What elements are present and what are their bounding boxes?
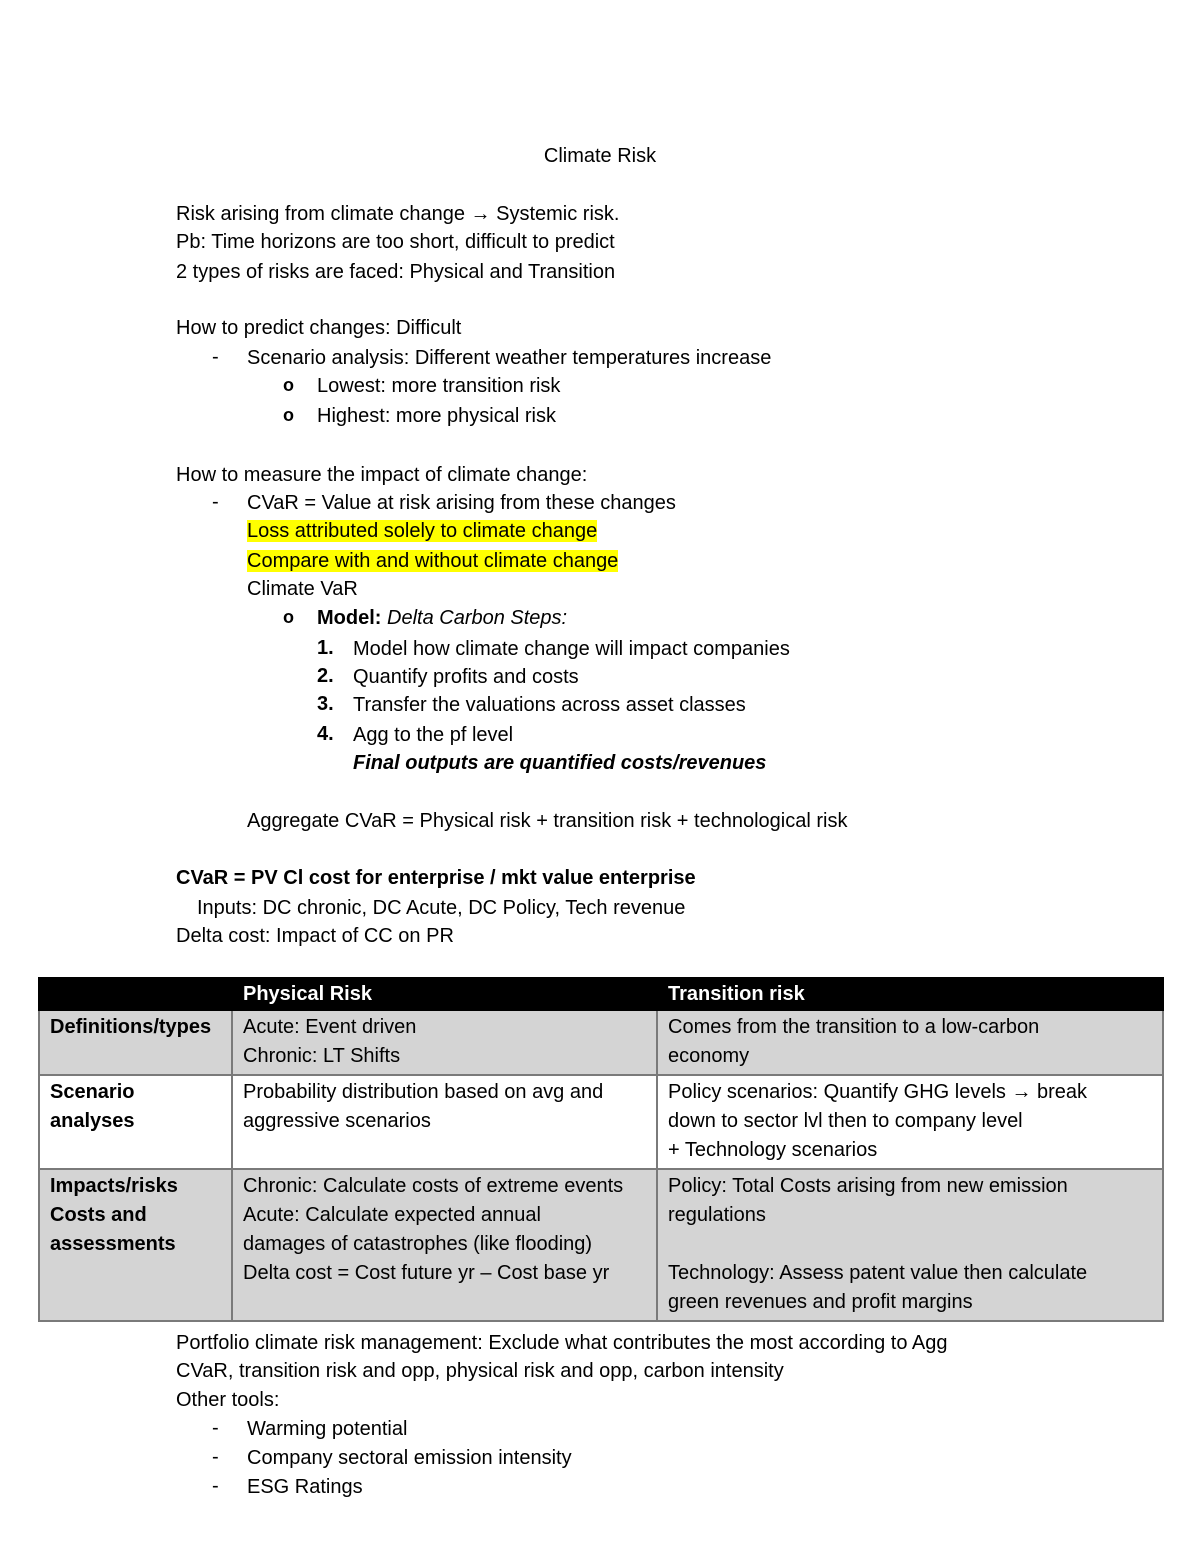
step-number: 1. xyxy=(317,637,334,659)
table-row xyxy=(39,1169,1163,1321)
risk-table xyxy=(38,977,1164,1322)
table-row xyxy=(39,1075,1163,1169)
model-label: Model: xyxy=(317,607,382,629)
header-transition: Transition risk xyxy=(657,978,1163,1010)
cvar-formula: CVaR = PV Cl cost for enterprise / mkt value enterprise xyxy=(176,867,696,889)
row-label: Definitions/types xyxy=(39,1010,232,1075)
measure-heading: How to measure the impact of climate change: xyxy=(176,464,588,486)
predict-lowest: Lowest: more transition risk xyxy=(317,375,561,397)
dash-bullet-icon: - xyxy=(212,346,219,368)
portfolio-line-2: CVaR, transition risk and opp, physical risk and opp, carbon intensity xyxy=(176,1360,784,1382)
dash-bullet-icon: - xyxy=(212,1475,219,1497)
row-label: Scenario analyses xyxy=(39,1075,232,1169)
highlight-loss: Loss attributed solely to climate change xyxy=(247,520,598,542)
aggregate-cvar: Aggregate CVaR = Physical risk + transition risk + technological risk xyxy=(247,810,848,832)
page-title: Climate Risk xyxy=(543,145,657,167)
row-label: Impacts/risks Costs and assessments xyxy=(39,1169,232,1321)
transition-cell: Policy scenarios: Quantify GHG levels → break down to sector lvl then to company level + Technology scenarios xyxy=(657,1075,1163,1169)
final-outputs: Final outputs are quantified costs/revenues xyxy=(353,752,767,774)
header-physical: Physical Risk xyxy=(232,978,657,1010)
dash-bullet-icon: - xyxy=(212,1446,219,1468)
table-row xyxy=(39,1010,1163,1075)
intro-line-1: Risk arising from climate change → Systemic risk. xyxy=(176,203,620,225)
intro-line-3: 2 types of risks are faced: Physical and Transition xyxy=(176,261,616,283)
tool-warming: Warming potential xyxy=(247,1418,408,1440)
dash-bullet-icon: - xyxy=(212,1417,219,1439)
step-1: Model how climate change will impact companies xyxy=(353,638,790,660)
physical-cell: Acute: Event driven Chronic: LT Shifts xyxy=(232,1010,657,1075)
predict-scenario: Scenario analysis: Different weather temperatures increase xyxy=(247,347,772,369)
tool-emission: Company sectoral emission intensity xyxy=(247,1447,572,1469)
portfolio-line-1: Portfolio climate risk management: Exclude what contributes the most according to Agg xyxy=(176,1332,948,1354)
highlight-compare: Compare with and without climate change xyxy=(247,550,619,572)
step-number: 2. xyxy=(317,665,334,687)
other-tools-heading: Other tools: xyxy=(176,1389,280,1411)
cvar-inputs: Inputs: DC chronic, DC Acute, DC Policy, Tech revenue xyxy=(197,897,686,919)
step-number: 3. xyxy=(317,693,334,715)
predict-heading: How to predict changes: Difficult xyxy=(176,317,462,339)
table-header-row xyxy=(39,978,1163,1010)
circle-bullet-icon: o xyxy=(283,375,294,395)
step-number: 4. xyxy=(317,723,334,745)
tool-esg: ESG Ratings xyxy=(247,1476,363,1498)
transition-cell: Policy: Total Costs arising from new emission regulations Technology: Assess patent value then calculate green revenues and profit margins xyxy=(657,1169,1163,1321)
predict-highest: Highest: more physical risk xyxy=(317,405,556,427)
physical-cell: Probability distribution based on avg and aggressive scenarios xyxy=(232,1075,657,1169)
step-4: Agg to the pf level xyxy=(353,724,514,746)
intro-line-2: Pb: Time horizons are too short, difficult to predict xyxy=(176,231,615,253)
transition-cell: Comes from the transition to a low-carbon economy xyxy=(657,1010,1163,1075)
step-3: Transfer the valuations across asset classes xyxy=(353,694,746,716)
model-text: Delta Carbon Steps: xyxy=(387,607,568,629)
circle-bullet-icon: o xyxy=(283,405,294,425)
step-2: Quantify profits and costs xyxy=(353,666,579,688)
climate-var: Climate VaR xyxy=(247,578,358,600)
cvar-definition: CVaR = Value at risk arising from these changes xyxy=(247,492,676,514)
circle-bullet-icon: o xyxy=(283,607,294,627)
dash-bullet-icon: - xyxy=(212,491,219,513)
header-empty xyxy=(39,978,232,1010)
delta-cost: Delta cost: Impact of CC on PR xyxy=(176,925,454,947)
physical-cell: Chronic: Calculate costs of extreme events Acute: Calculate expected annual damages of catastrophes (like flooding) Delta cost = Cost future yr – Cost base yr xyxy=(232,1169,657,1321)
